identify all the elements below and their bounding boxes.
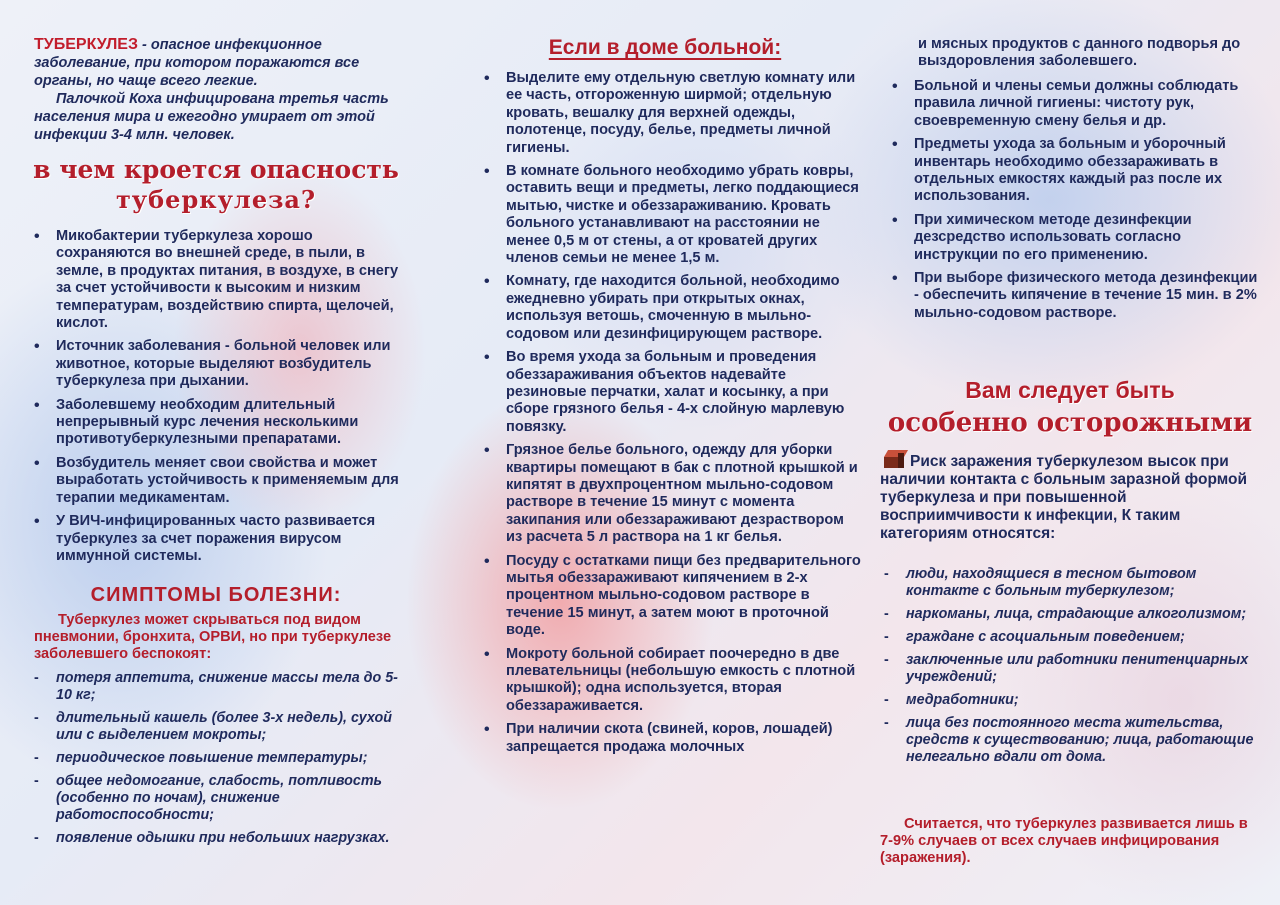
risk-text: Риск заражения туберкулезом высок при наличии контакта с больным заразной формой туберкулеза и при повышенной восприимчивости к инфекции, К таким категориям относятся: [880,453,1248,542]
danger-list [30,228,408,571]
list-item: • Заболевшему необходим длительный непрерывный курс лечения несколькими противотуберкулезными препаратами. [30,397,408,449]
list-item: • Возбудитель меняет свои свойства и может выработать устойчивость к применяемым для терапии медикаментам. [30,455,408,507]
list-item: • В комнате больного необходимо убрать ковры, оставить вещи и предметы, легко поддающиеся мытью, чистке и обеззараживанию. Кровать больного устанавливают на расстоянии не менее 0,5 м от стены, а от кроватей других членов семьи не менее 1,5 м. [480,163,862,267]
footer-note-text: Считается, что туберкулез развивается лишь в 7-9% случаев от всех случаев инфицирования (заражения). [880,816,1248,867]
careful-heading-line-1: Вам следует быть [965,377,1175,403]
list-item: - люди, находящиеся в тесном бытовом контакте с больным туберкулезом; [880,566,1254,600]
list-item: - длительный кашель (более 3-х недель), сухой или с выделением мокроты; [30,710,400,744]
list-item: • При химическом методе дезинфекции дезсредство использовать согласно инструкции по его применению. [888,212,1258,264]
symptoms-list [30,670,400,853]
list-item: - заключенные или работники пенитенциарных учреждений; [880,652,1254,686]
home-care-list [480,70,862,762]
list-item: • При наличии скота (свиней, коров, лошадей) запрещается продажа молочных [480,721,862,756]
hygiene-list [888,78,1258,328]
home-patient-heading: Если в доме больной: [548,36,782,59]
heading-danger-line-1: в чем кроется опасность [33,155,399,184]
list-item: • Источник заболевания - больной человек или животное, которые выделяют возбудитель туберкулеза при дыхании. [30,338,408,390]
list-item: - медработники; [880,692,1254,709]
risk-groups-list [880,566,1254,772]
column-left [30,0,410,905]
list-item: • Посуду с остатками пищи без предварительного мытья обеззараживают кипячением в 2-х процентном мыльно-содовом растворе в течение 15 минут, а затем моют в проточной воде. [480,553,862,640]
intro-term: ТУБЕРКУЛЕЗ [34,36,138,53]
cube-icon [884,450,904,468]
symptoms-intro-text: Туберкулез может скрываться под видом пневмонии, бронхита, ОРВИ, но при туберкулезе заболевшего беспокоят: [34,612,392,663]
list-item: - граждане с асоциальным поведением; [880,629,1254,646]
intro-paragraph [34,36,404,144]
symptoms-heading: СИМПТОМЫ БОЛЕЗНИ: [90,584,342,606]
list-item: - лица без постоянного места жительства, средств к существованию; лица, работающие нелегально вдали от дома. [880,715,1254,766]
column-right [880,0,1260,905]
list-item: • Мокроту больной собирает поочередно в две плевательницы (небольшую емкость с плотной крышкой); одна используется, вторая обеззараживается. [480,646,862,716]
careful-heading-line-2: особенно осторожными [887,408,1253,438]
list-item: • Больной и члены семьи должны соблюдать правила личной гигиены: чистоту рук, своевременную смену белья и др. [888,78,1258,130]
list-item: - потеря аппетита, снижение массы тела до 5-10 кг; [30,670,400,704]
list-item: • Во время ухода за больным и проведения обеззараживания объектов надевайте резиновые перчатки, халат и косынку, а при сборе грязного белья - 4-х слойную марлевую повязку. [480,349,862,436]
risk-paragraph [880,450,1254,543]
list-item: • При выборе физического метода дезинфекции - обеспечить кипячение в течение 15 мин. в 2% мыльно-содовом растворе. [888,270,1258,322]
list-item: - общее недомогание, слабость, потливость (особенно по ночам), снижение работоспособности; [30,773,400,824]
symptoms-intro [34,612,404,664]
list-item: • Грязное белье больного, одежду для уборки квартиры помещают в бак с плотной крышкой и кипятят в двухпроцентном мыльно-содовом растворе в течение 15 минут с момента закипания или обеззараживают дезраствором из расчета 5 л раствора на 1 кг белья. [480,442,862,546]
list-item: - периодическое повышение температуры; [30,750,400,767]
intro-line-1: - опасное инфекционное заболевание, при котором поражаются все органы, но чаще всего легкие. [34,37,360,89]
list-item: - наркоманы, лица, страдающие алкоголизмом; [880,606,1254,623]
list-item: - появление одышки при небольших нагрузках. [30,830,400,847]
heading-danger-line-2: туберкулеза? [115,185,317,214]
list-item: • Предметы ухода за больным и уборочный инвентарь необходимо обеззараживать в отдельных емкостях каждый раз после их использования. [888,136,1258,206]
intro-line-2: Палочкой Коха инфицирована третья часть населения мира и ежегодно умирает от этой инфекции 3-4 млн. человек. [34,91,389,143]
column-middle [470,0,865,905]
continuation-text: и мясных продуктов с данного подворья до выздоровления заболевшего. [918,36,1241,70]
footer-note [880,816,1250,868]
list-item: • Микобактерии туберкулеза хорошо сохраняются во внешней среде, в пыли, в земле, в продуктах питания, в воздухе, в снегу за счет устойчивости к высоким и низким температурам, воздействию спирта, щелочей, кислот. [30,228,408,332]
list-item: • Выделите ему отдельную светлую комнату или ее часть, отгороженную ширмой; отдельную кровать, вешалку для верхней одежды, полотенце, посуду, белье, предметы личной гигиены. [480,70,862,157]
list-item: • Комнату, где находится больной, необходимо ежедневно убирать при открытых окнах, используя ветошь, смоченную в мыльно-содовом или дезинфицирующем растворе. [480,273,862,343]
list-item: • У ВИЧ-инфицированных часто развивается туберкулез за счет поражения вирусом иммунной системы. [30,513,408,565]
